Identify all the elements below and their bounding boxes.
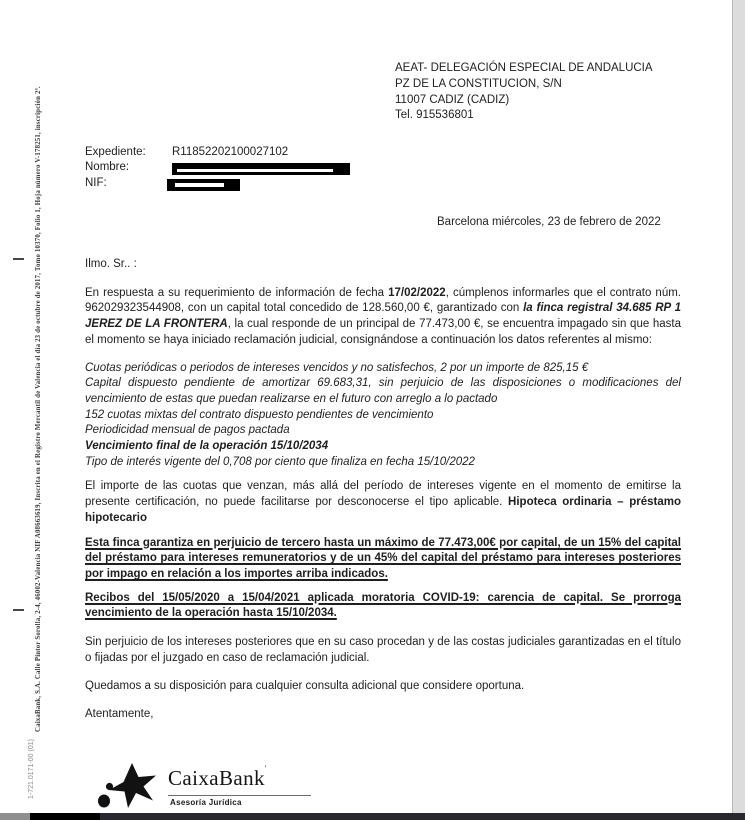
paragraph-garantia <box>85 536 681 583</box>
paragraph-loan-details-segment: Periodicidad mensual de pagos pactada <box>85 424 290 437</box>
reference-label: NIF: <box>85 176 107 189</box>
company-registration-margin-note: CaixaBank, S.A. Calle Pintor Sorolla, 2-4, 46002-Valencia NIF A08663619, Inscrita en el Registro Mercantil de Valencia el día 23 de octubre de 2017, Tomo 10370, Folio 1, Hoja número V-178251, inscripción 2ª. <box>35 86 42 732</box>
paragraph-intro-segment: la finca registral 34.685 RP 1 JEREZ DE LA FRONTERA <box>85 302 681 331</box>
paragraph-importe <box>85 479 681 526</box>
paragraph-loan-details <box>85 361 681 471</box>
recipient-line: Tel. 915536801 <box>395 109 474 122</box>
bottom-bar-black-segment <box>30 813 100 820</box>
reference-value: R11852202100027102 <box>172 146 289 158</box>
paragraph-loan-details-segment: Capital dispuesto pendiente de amortizar 69.683,31, sin perjuicio de las disposiciones o modificaciones del vencimiento de estas que puedan realizarse en el futuro con arreglo a lo pactado <box>85 377 681 405</box>
brand-divider <box>168 795 311 796</box>
recipient-block <box>395 61 653 124</box>
paragraph-loan-details-segment: Tipo de interés vigente del 0,708 por ciento que finaliza en fecha 15/10/2022 <box>85 455 475 468</box>
redaction-bar-inner <box>177 169 333 172</box>
redaction-bar-inner <box>175 183 224 187</box>
closing-segment: Atentamente, <box>85 708 154 721</box>
paragraph-loan-details-segment: Vencimiento final de la operación 15/10/2034 <box>85 440 329 453</box>
paragraph-moratoria-segment: Recibos del 15/05/2020 a 15/04/2021 aplicada moratoria COVID-19: carencia de capital. Se prorroga vencimiento de la operación hasta 15/10/2034. <box>85 591 681 620</box>
fold-mark-bottom <box>13 609 24 611</box>
bottom-bar-left-segment <box>0 813 30 820</box>
recipient-line: AEAT- DELEGACIÓN ESPECIAL DE ANDALUCIA <box>395 62 653 74</box>
paragraph-moratoria <box>85 591 681 622</box>
redaction-bar <box>172 163 350 175</box>
paragraph-sin-perjuicio <box>85 635 681 666</box>
date-line: Barcelona miércoles, 23 de febrero de 2022 <box>437 216 661 228</box>
bottom-bar <box>0 813 745 820</box>
paragraph-sin-perjuicio-segment: Sin perjuicio de los intereses posteriores que en su caso procedan y de las costas judiciales garantizadas en el título o fijadas por el juzgado en caso de reclamación judicial. <box>85 636 681 664</box>
caixa-star-icon <box>95 762 165 810</box>
form-code-margin-note: 1-721.0171-00 (01) <box>28 739 35 799</box>
reference-label: Nombre: <box>85 161 130 174</box>
paragraph-intro-segment: En respuesta a su requerimiento de información de fecha <box>85 286 389 299</box>
reference-label: Expediente: <box>85 146 146 158</box>
department-label: Asesoría Jurídica <box>170 798 242 807</box>
salutation-segment: Ilmo. Sr.. : <box>85 258 137 270</box>
brand-name: CaixaBank <box>168 766 265 790</box>
paragraph-quedamos-segment: Quedamos a su disposición para cualquier consulta adicional que considere oportuna. <box>85 680 525 693</box>
paragraph-importe-segment: Hipoteca ordinaria – préstamo hipotecario <box>85 496 681 524</box>
reference-row <box>85 177 350 192</box>
salutation <box>85 257 681 273</box>
caixabank-logo <box>95 762 325 814</box>
paragraph-intro-segment: 17/02/2022 <box>388 286 446 299</box>
paragraph-loan-details-segment: 152 cuotas mixtas del contrato dispuesto pendientes de vencimiento <box>85 408 434 421</box>
recipient-line: PZ DE LA CONSTITUCION, S/N <box>395 77 562 90</box>
paragraph-quedamos <box>85 679 681 695</box>
brand-trademark-tick: ' <box>264 764 267 773</box>
reference-row <box>85 161 350 176</box>
fold-mark-top <box>13 258 24 260</box>
letter-body <box>85 257 681 723</box>
reference-block <box>85 146 350 192</box>
recipient-line: 11007 CADIZ (CADIZ) <box>395 93 510 106</box>
paragraph-importe-segment: El importe de las cuotas que venzan, más allá del período de intereses vigente en el momento de emitirse la presente certificación, no puede facilitarse por desconocerse el tipo aplicable. <box>85 480 681 509</box>
paragraph-intro <box>85 286 681 349</box>
paragraph-garantia-segment: Esta finca garantiza en perjuicio de tercero hasta un máximo de 77.473,00€ por capital, de un 15% del capital del préstamo para intereses remuneratorios y de un 45% del capital del préstamo para intereses posteriores por impago en relación a los importes arriba indicados. <box>85 536 681 580</box>
page-right-edge <box>732 0 745 820</box>
paragraph-intro-segment: , cúmplenos informarles que el contrato núm. 962029323544908, con un capital total concedido de 128.560,00 €, garantizado con <box>85 286 681 315</box>
brand-wordmark <box>168 764 267 791</box>
closing <box>85 707 681 723</box>
reference-row <box>85 146 350 161</box>
paragraph-loan-details-segment: Cuotas periódicas o periodos de intereses vencidos y no satisfechos, 2 por un importe de 825,15 € <box>85 361 589 374</box>
redaction-bar <box>167 179 240 191</box>
paragraph-intro-segment: , la cual responde de un principal de 77.473,00 €, se encuentra impagado sin que hasta el momento se haya iniciado reclamación judicial, consignándose a continuación los datos referentes al mismo: <box>85 318 681 346</box>
